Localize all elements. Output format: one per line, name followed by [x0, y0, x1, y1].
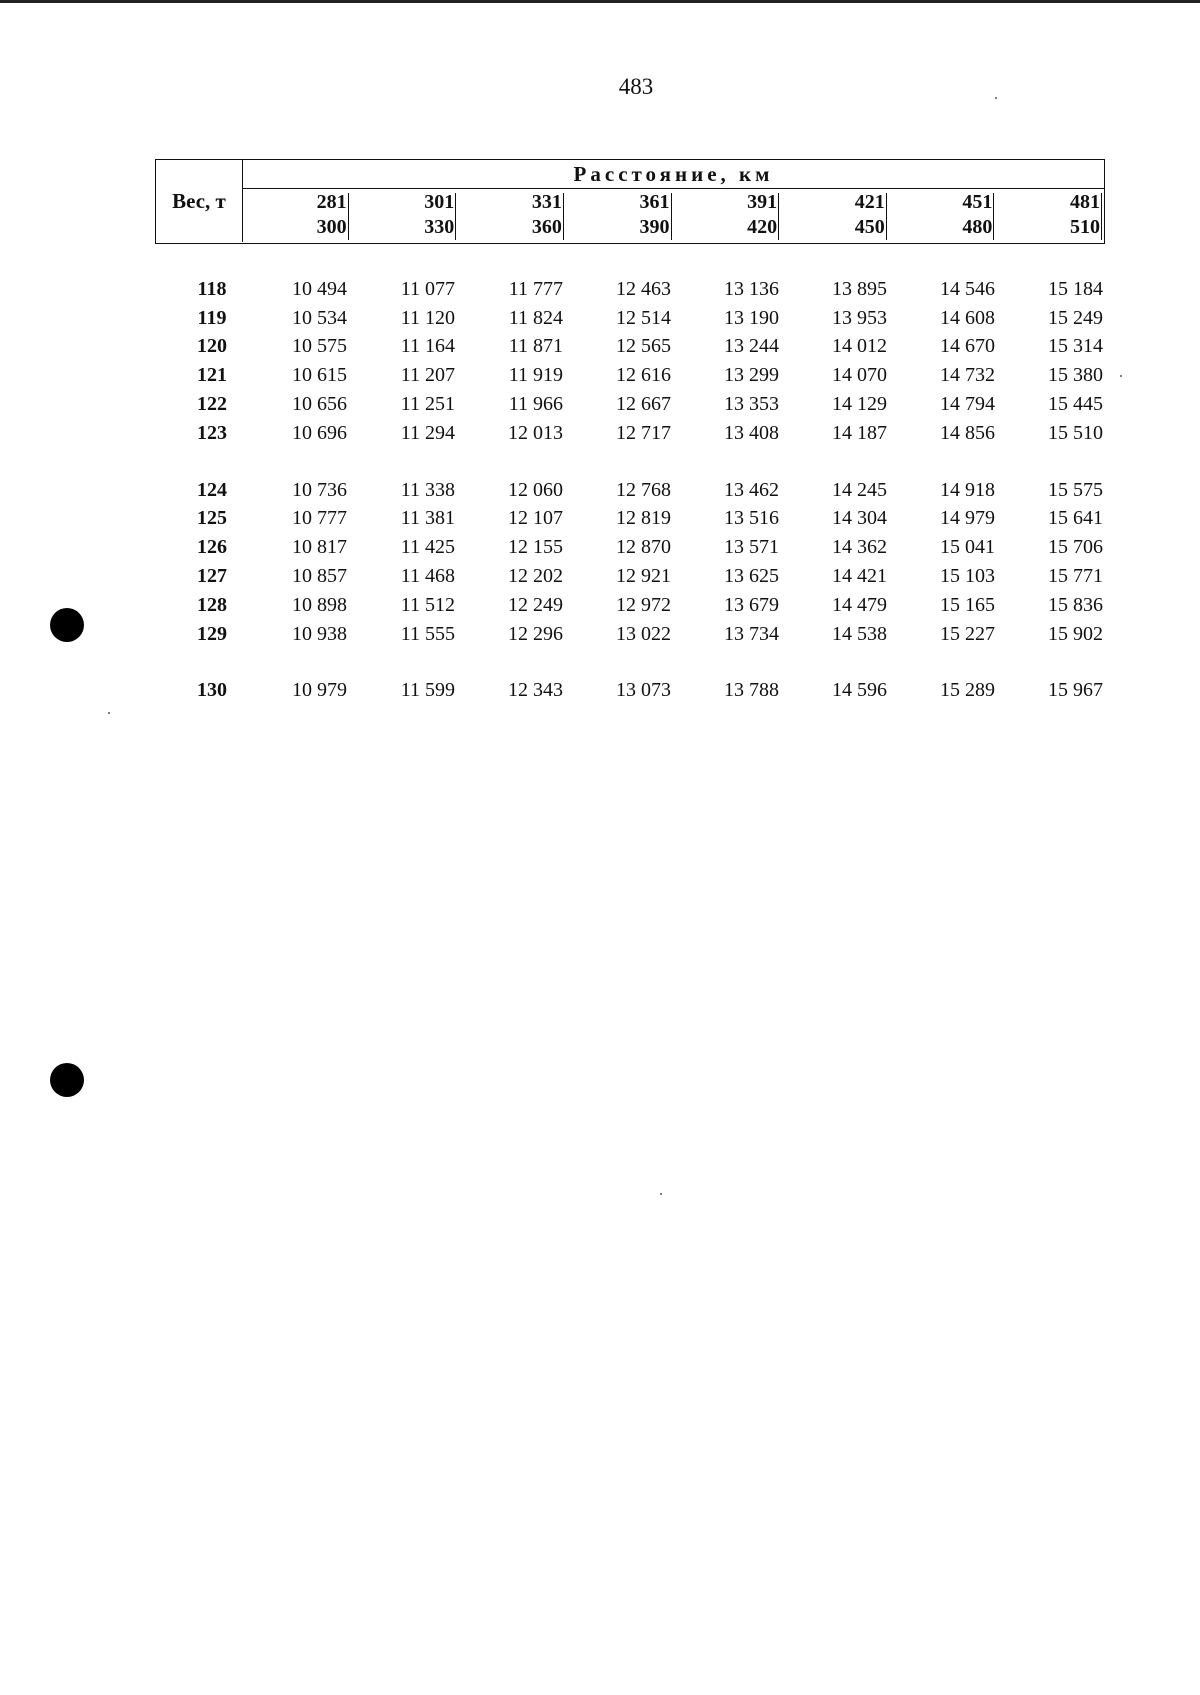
value-cell: 13 353	[724, 393, 779, 416]
value-cell: 11 777	[508, 277, 563, 300]
value-cells	[241, 335, 1105, 358]
value-cells	[241, 623, 1105, 646]
value-cell: 15 445	[1048, 393, 1103, 416]
value-cell: 13 734	[724, 622, 779, 645]
value-cell: 13 895	[832, 277, 887, 300]
value-cell: 11 381	[400, 507, 455, 530]
scan-speck	[1120, 375, 1122, 377]
table-row	[155, 361, 1105, 390]
value-cell: 12 107	[508, 507, 563, 530]
value-cell: 12 565	[616, 335, 671, 358]
range-end: 510	[1070, 216, 1100, 238]
value-cell: 10 575	[292, 335, 347, 358]
value-cells	[241, 594, 1105, 617]
value-cell: 14 538	[832, 622, 887, 645]
table-row	[155, 419, 1105, 448]
value-cells	[241, 278, 1105, 301]
value-cell: 12 717	[616, 421, 671, 444]
value-cells	[241, 679, 1105, 702]
value-cell: 15 041	[940, 536, 995, 559]
value-cell: 13 190	[724, 306, 779, 329]
value-cell: 14 794	[940, 393, 995, 416]
distance-range-header	[674, 190, 782, 243]
value-cell: 11 919	[508, 364, 563, 387]
value-cell: 15 289	[940, 679, 995, 702]
page-top-edge	[0, 0, 1200, 3]
value-cell: 13 788	[724, 679, 779, 702]
table-row	[155, 677, 1105, 706]
value-cell: 15 510	[1048, 421, 1103, 444]
value-cell: 15 902	[1048, 622, 1103, 645]
value-cell: 13 462	[724, 478, 779, 501]
range-end: 330	[424, 216, 455, 238]
value-cell: 12 343	[508, 679, 563, 702]
table-row	[155, 620, 1105, 649]
punch-hole	[50, 608, 84, 642]
value-cell: 10 857	[292, 565, 347, 588]
value-cell: 12 296	[508, 622, 563, 645]
weight-cell: 129	[197, 622, 227, 645]
value-cell: 14 421	[832, 565, 887, 588]
table-header	[155, 159, 1105, 244]
value-cell: 11 120	[400, 306, 455, 329]
value-cell: 10 494	[292, 277, 347, 300]
weight-cell: 128	[197, 593, 227, 616]
weight-cell: 130	[197, 679, 227, 702]
distance-range-header	[889, 190, 997, 243]
value-cell: 10 898	[292, 593, 347, 616]
range-divider	[671, 193, 672, 240]
value-cell: 12 202	[508, 565, 563, 588]
value-cell: 14 362	[832, 536, 887, 559]
value-cell: 14 856	[940, 421, 995, 444]
value-cell: 15 103	[940, 565, 995, 588]
range-divider	[455, 193, 456, 240]
value-cell: 10 656	[292, 393, 347, 416]
value-cells	[241, 393, 1105, 416]
distance-range-header	[458, 190, 566, 243]
value-cell: 14 304	[832, 507, 887, 530]
table-body	[155, 275, 1105, 705]
value-cell: 10 817	[292, 536, 347, 559]
range-end: 390	[639, 216, 670, 238]
value-cells	[241, 422, 1105, 445]
range-start: 391	[747, 191, 778, 213]
range-end: 480	[962, 216, 993, 238]
value-cell: 14 596	[832, 679, 887, 702]
range-start: 301	[424, 191, 455, 213]
value-cell: 11 824	[508, 306, 563, 329]
value-cell: 11 599	[400, 679, 455, 702]
table-row	[155, 505, 1105, 534]
value-cell: 14 245	[832, 478, 887, 501]
value-cell: 12 667	[616, 393, 671, 416]
value-cell: 11 077	[400, 277, 455, 300]
range-divider	[563, 193, 564, 240]
weight-cell: 125	[197, 507, 227, 530]
weight-column-header: Вес, т	[156, 160, 243, 242]
range-start: 331	[531, 191, 562, 213]
table-row	[155, 591, 1105, 620]
value-cell: 13 679	[724, 593, 779, 616]
value-cell: 12 616	[616, 364, 671, 387]
distance-range-header	[781, 190, 889, 243]
value-cell: 14 070	[832, 364, 887, 387]
value-cell: 11 425	[400, 536, 455, 559]
value-cell: 14 546	[940, 277, 995, 300]
value-cell: 12 514	[616, 306, 671, 329]
value-cell: 11 294	[400, 421, 455, 444]
value-cell: 11 966	[508, 393, 563, 416]
value-cell: 12 155	[508, 536, 563, 559]
value-cell: 15 771	[1048, 565, 1103, 588]
weight-cell: 122	[197, 393, 227, 416]
table-row	[155, 390, 1105, 419]
range-start: 421	[854, 191, 885, 213]
weight-cell: 126	[197, 536, 227, 559]
value-cell: 11 338	[400, 478, 455, 501]
table-row	[155, 533, 1105, 562]
value-cell: 12 013	[508, 421, 563, 444]
value-cell: 15 227	[940, 622, 995, 645]
value-cell: 12 870	[616, 536, 671, 559]
value-cell: 15 184	[1048, 277, 1103, 300]
table-row	[155, 476, 1105, 505]
value-cell: 11 207	[400, 364, 455, 387]
weight-cell: 124	[197, 478, 227, 501]
range-end: 420	[747, 216, 778, 238]
value-cell: 15 967	[1048, 679, 1103, 702]
value-cell: 12 972	[616, 593, 671, 616]
range-start: 481	[1070, 191, 1100, 213]
range-end: 300	[316, 216, 347, 238]
value-cell: 12 819	[616, 507, 671, 530]
distance-range-header	[243, 190, 351, 243]
distance-range-header	[996, 190, 1104, 243]
distance-range-header	[351, 190, 459, 243]
value-cell: 14 670	[940, 335, 995, 358]
distance-header: Расстояние, км	[243, 160, 1104, 189]
weight-cell: 120	[197, 335, 227, 358]
value-cell: 13 073	[616, 679, 671, 702]
value-cell: 11 164	[400, 335, 455, 358]
value-cell: 14 479	[832, 593, 887, 616]
value-cell: 10 979	[292, 679, 347, 702]
value-cell: 13 516	[724, 507, 779, 530]
value-cell: 15 314	[1048, 335, 1103, 358]
range-end: 450	[854, 216, 885, 238]
value-cell: 13 953	[832, 306, 887, 329]
value-cell: 14 979	[940, 507, 995, 530]
scan-speck	[660, 1193, 662, 1195]
value-cell: 10 777	[292, 507, 347, 530]
value-cell: 11 871	[508, 335, 563, 358]
range-divider	[348, 193, 349, 240]
value-cell: 15 575	[1048, 478, 1103, 501]
value-cells	[241, 507, 1105, 530]
value-cell: 14 012	[832, 335, 887, 358]
range-divider	[886, 193, 887, 240]
value-cells	[241, 307, 1105, 330]
value-cell: 12 463	[616, 277, 671, 300]
range-divider	[993, 193, 994, 240]
range-divider	[778, 193, 779, 240]
value-cell: 13 625	[724, 565, 779, 588]
range-end: 360	[531, 216, 562, 238]
value-cell: 13 136	[724, 277, 779, 300]
value-cell: 13 571	[724, 536, 779, 559]
value-cell: 15 836	[1048, 593, 1103, 616]
value-cells	[241, 565, 1105, 588]
page-number: 483	[618, 74, 654, 99]
range-divider	[1101, 193, 1102, 240]
value-cells	[241, 364, 1105, 387]
distance-ranges	[243, 190, 1104, 243]
value-cell: 15 249	[1048, 306, 1103, 329]
value-cell: 14 187	[832, 421, 887, 444]
value-cell: 15 641	[1048, 507, 1103, 530]
value-cells	[241, 479, 1105, 502]
range-start: 451	[962, 191, 993, 213]
value-cell: 15 165	[940, 593, 995, 616]
distance-range-header	[566, 190, 674, 243]
table-row	[155, 304, 1105, 333]
weight-cell: 127	[197, 565, 227, 588]
range-start: 281	[316, 191, 347, 213]
value-cell: 13 408	[724, 421, 779, 444]
value-cell: 13 022	[616, 622, 671, 645]
table-row	[155, 333, 1105, 362]
value-cell: 12 060	[508, 478, 563, 501]
table-row	[155, 275, 1105, 304]
value-cell: 12 768	[616, 478, 671, 501]
value-cell: 11 251	[400, 393, 455, 416]
value-cell: 14 732	[940, 364, 995, 387]
value-cell: 10 938	[292, 622, 347, 645]
weight-cell: 123	[197, 421, 227, 444]
value-cell: 11 468	[400, 565, 455, 588]
value-cell: 11 512	[400, 593, 455, 616]
scan-speck	[108, 712, 110, 714]
range-start: 361	[639, 191, 670, 213]
weight-cell: 121	[197, 364, 227, 387]
value-cell: 14 608	[940, 306, 995, 329]
scan-speck	[995, 97, 997, 99]
value-cell: 13 299	[724, 364, 779, 387]
punch-hole	[50, 1063, 84, 1097]
value-cell: 10 736	[292, 478, 347, 501]
value-cell: 15 380	[1048, 364, 1103, 387]
value-cell: 14 129	[832, 393, 887, 416]
value-cell: 13 244	[724, 335, 779, 358]
weight-cell: 119	[197, 306, 227, 329]
value-cell: 10 615	[292, 364, 347, 387]
value-cell: 10 534	[292, 306, 347, 329]
value-cells	[241, 536, 1105, 559]
value-cell: 10 696	[292, 421, 347, 444]
value-cell: 14 918	[940, 478, 995, 501]
weight-cell: 118	[197, 277, 227, 300]
value-cell: 15 706	[1048, 536, 1103, 559]
value-cell: 12 249	[508, 593, 563, 616]
table-row	[155, 562, 1105, 591]
value-cell: 11 555	[400, 622, 455, 645]
value-cell: 12 921	[616, 565, 671, 588]
